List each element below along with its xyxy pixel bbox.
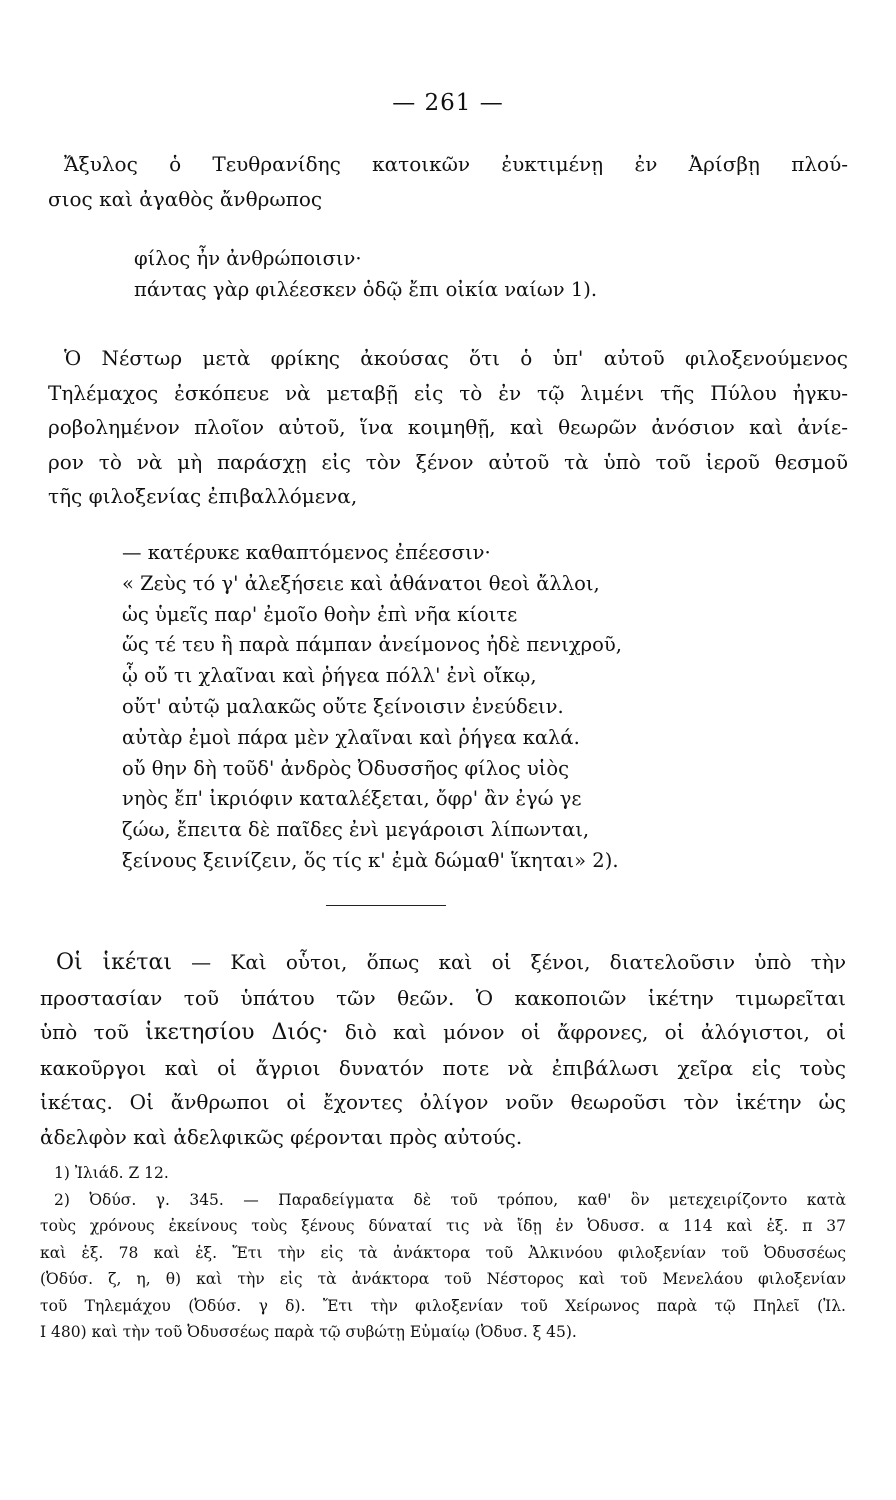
text-line: ἀδελφὸν καὶ ἀδελφικῶς φέρονται πρὸς αὐτούς. <box>40 1124 523 1149</box>
verse-line: αὐτὰρ ἐμοὶ πάρα μὲν χλαῖναι καὶ ῥήγεα καλά. <box>122 725 580 749</box>
verse-line: οὔτ' αὐτῷ μαλακῶς οὔτε ξείνοισιν ἐνεύδειν. <box>122 694 564 718</box>
text-line: ἱκέτας. Οἱ ἄνθρωποι οἱ ἔχοντες ὀλίγον νοῦν θεωροῦσι τὸν ἱκέτην ὡς <box>40 1090 846 1114</box>
verse-line: ζώω, ἔπειτα δὲ παῖδες ἐνὶ μεγάροισι λίπωνται, <box>122 818 590 842</box>
verse-line: ὡς ὑμεῖς παρ' ἐμοῖο θοὴν ἐπὶ νῆα κίοιτε <box>122 602 518 626</box>
verse-quote-1 <box>134 244 597 306</box>
text-line: Τηλέμαχος ἐσκόπευε νὰ μεταβῇ εἰς τὸ ἐν τῷ λιμένι τῆς Πύλου ἠγκυ- <box>48 380 848 405</box>
page-number: — 261 — <box>392 90 504 116</box>
footnote-line: 2) Ὀδύσ. γ. 345. — Παραδείγματα δὲ τοῦ τρόπου, καθ' ὃν μετεχειρίζοντο κατὰ <box>54 1190 846 1209</box>
text-span: ὑπὸ τοῦ <box>40 1020 129 1044</box>
text-line: Ὁ Νέστωρ μετὰ φρίκης ἀκούσας ὅτι ὁ ὑπ' αὐτοῦ φιλοξενούμενος <box>64 346 848 370</box>
verse-line: νηὸς ἔπ' ἰκριόφιν καταλέξεται, ὄφρ' ἂν ἐγώ γε <box>122 787 582 811</box>
intro-paragraph <box>48 147 848 216</box>
footnotes <box>40 1160 846 1346</box>
section-divider <box>326 905 446 906</box>
verse-line: « Ζεὺς τό γ' ἀλεξήσειε καὶ ἀθάνατοι θεοὶ ἄλλοι, <box>122 571 600 595</box>
verse-line: πάντας γὰρ φιλέεσκεν ὁδῷ ἔπι οἰκία ναίων 1). <box>134 277 598 301</box>
verse-quote-2 <box>122 538 622 877</box>
text-line: σιος καὶ ἀγαθὸς ἄνθρωπος <box>48 186 323 211</box>
text-line: ρον τὸ νὰ μὴ παράσχῃ εἰς τὸν ξένον αὐτοῦ τὰ ὑπὸ τοῦ ἱεροῦ θεσμοῦ <box>48 449 848 474</box>
footnote-line: καὶ ἑξ. 78 καὶ ἑξ. Ἔτι τὴν εἰς τὰ ἀνάκτορα τοῦ Ἀλκινόου φιλοξενίαν τοῦ Ὀδυσσέως <box>40 1243 846 1262</box>
text-line: προστασίαν τοῦ ὑπάτου τῶν θεῶν. Ὁ κακοποιῶν ἱκέτην τιμωρεῖται <box>40 985 846 1010</box>
text-line <box>40 945 846 981</box>
footnote-line: τοῦ Τηλεμάχου (Ὀδύσ. γ δ). Ἔτι τὴν φιλοξενίαν τοῦ Χείρωνος παρὰ τῷ Πηλεῖ (Ἰλ. <box>40 1296 846 1315</box>
footnote-line: τοὺς χρόνους ἐκείνους τοὺς ξένους δύναταί τις νὰ ἴδῃ ἐν Ὀδυσσ. α 114 καὶ ἑξ. π 37 <box>40 1217 846 1235</box>
text-span: — Καὶ οὗτοι, ὅπως καὶ οἱ ξένοι, διατελοῦσιν ὑπὸ τὴν <box>191 950 846 974</box>
section-heading: Οἱ ἱκέται <box>56 950 172 975</box>
text-span: διὸ καὶ μόνον οἱ ἄφρονες, οἱ ἀλόγιστοι, οἱ <box>344 1020 846 1044</box>
text-line: τῆς φιλοξενίας ἐπιβαλλόμενα, <box>48 484 358 508</box>
verse-line: οὔ θην δὴ τοῦδ' ἀνδρὸς Ὀδυσσῆος φίλος υἱὸς <box>122 756 570 780</box>
text-line <box>40 1015 846 1051</box>
text-line: ροβολημένον πλοῖον αὐτοῦ, ἵνα κοιμηθῇ, καὶ θεωρῶν ἀνόσιον καὶ ἀνίε- <box>48 415 848 439</box>
verse-line: ξείνους ξεινίζειν, ὅς τίς κ' ἐμὰ δώμαθ' ἵκηται» 2). <box>122 848 619 872</box>
text-line: Ἄξυλος ὁ Τευθρανίδης κατοικῶν ἐυκτιμένῃ ἐν Ἀρίσβῃ πλού- <box>64 152 848 176</box>
paragraph-nestor <box>48 341 848 514</box>
verse-line: ᾧ οὔ τι χλαῖναι καὶ ῥήγεα πόλλ' ἐνὶ οἴκῳ, <box>122 664 537 688</box>
footnote-line: 1) Ἰλιάδ. Ζ 12. <box>54 1164 169 1182</box>
emphasis-span: ἱκετησίου Διός· <box>145 1020 329 1045</box>
verse-line: φίλος ἦν ἀνθρώποισιν· <box>134 247 362 270</box>
text-line: κακοῦργοι καὶ οἱ ἄγριοι δυνατόν ποτε νὰ ἐπιβάλωσι χεῖρα εἰς τοὺς <box>40 1055 846 1080</box>
paragraph-suppliants <box>40 945 846 1154</box>
footnote-line: (Ὀδύσ. ζ, η, θ) καὶ τὴν εἰς τὰ ἀνάκτορα τοῦ Νέστορος καὶ τοῦ Μενελάου φιλοξενίαν <box>40 1270 846 1288</box>
verse-line: — κατέρυκε καθαπτόμενος ἐπέεσσιν· <box>122 541 491 564</box>
footnote-line: Ι 480) καὶ τὴν τοῦ Ὀδυσσέως παρὰ τῷ συβώτῃ Εὐμαίῳ (Ὀδυσ. ξ 45). <box>40 1323 577 1341</box>
verse-line: ὥς τέ τευ ἢ παρὰ πάμπαν ἀνείμονος ἠδὲ πενιχροῦ, <box>122 633 622 657</box>
